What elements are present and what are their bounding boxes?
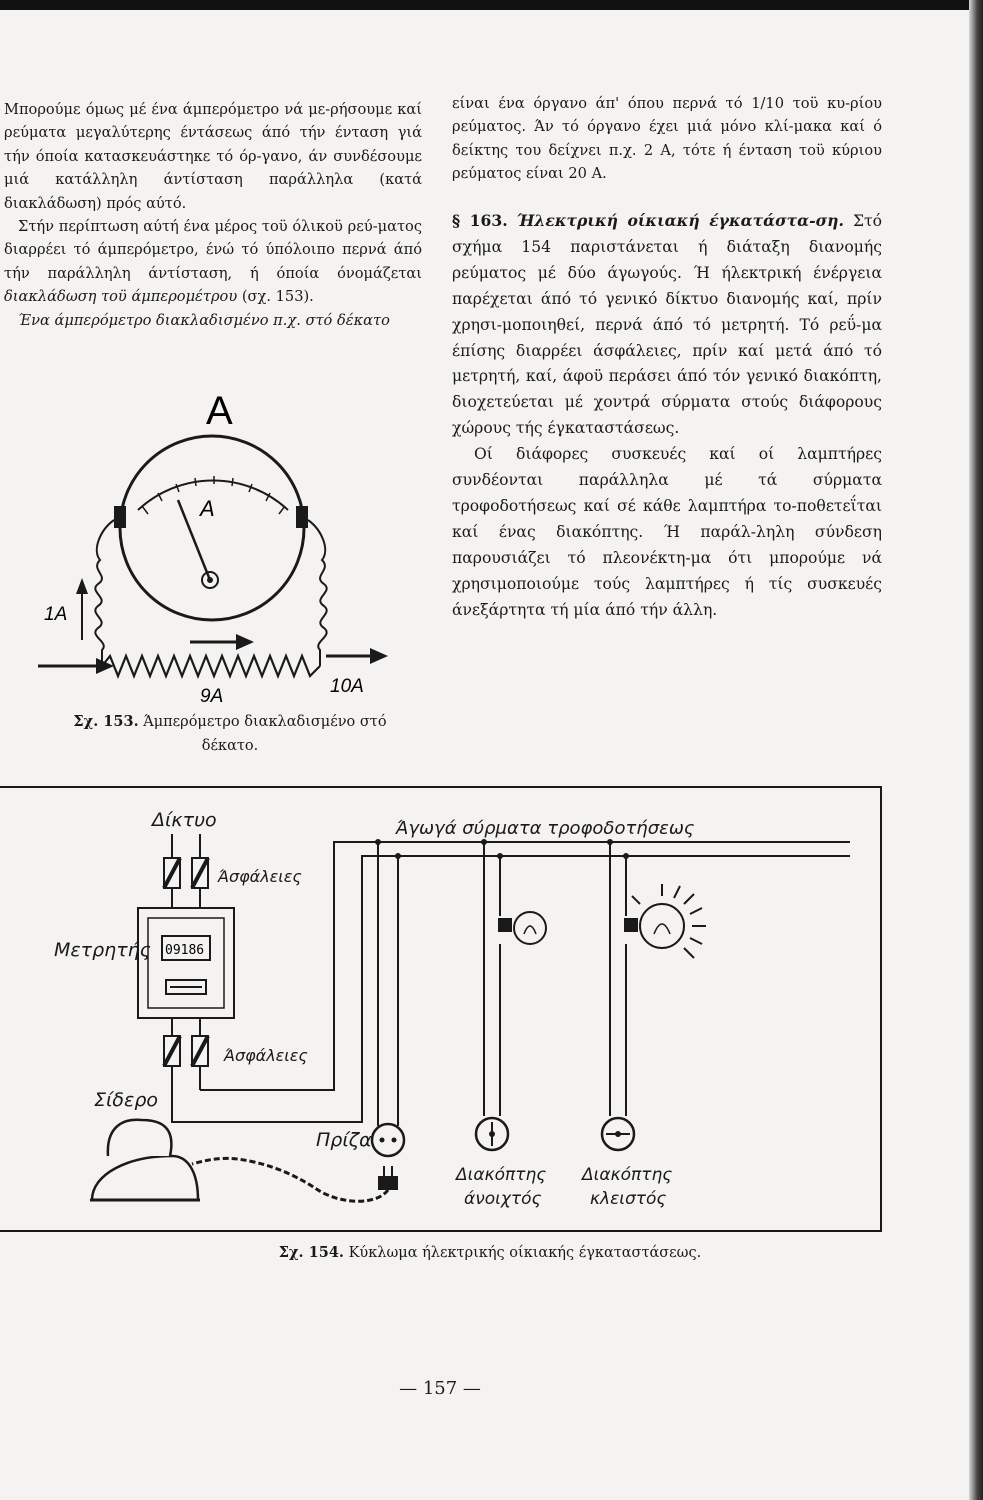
ammeter-case [120, 436, 304, 620]
fig153-label-9a: 9A [200, 686, 224, 707]
lamp-off [498, 912, 546, 944]
iron-cord [192, 1158, 388, 1201]
label-diktyo: Δίκτυο [152, 809, 217, 831]
section-number: § 163. [452, 211, 508, 230]
fig153-label-dial: A [200, 496, 215, 521]
lamp-branch-2 [610, 842, 626, 1116]
label-switch-closed-2: κλειστός [590, 1189, 667, 1209]
label-agoga: Άγωγά σύρματα τροφοδοτήσεως [396, 818, 695, 839]
section-title: Ήλεκτρική οίκιακή έγκατάστα-ση. [516, 211, 844, 230]
meter-reading: 09186 [165, 943, 205, 958]
label-switch-open-1: Διακόπτης [456, 1165, 547, 1185]
wire-coil-right [308, 520, 327, 666]
socket-branch [378, 842, 398, 1126]
page-number: — 157 — [399, 1378, 481, 1399]
label-priza: Πρίζα [316, 1129, 372, 1151]
figure-154-circuit [0, 786, 882, 1230]
figure-153-ammeter [30, 380, 430, 707]
label-sidero: Σίδερο [94, 1089, 159, 1111]
right-paragraph-3: Οί διάφορες συσκευές καί οί λαμπτήρες συνδέονται παράλληλα μέ τά σύρματα τροφοδοτήσεως καί σέ κάθε λαμπτήρα το-ποθετεΐται καί ένας διακόπτης. Ή παράλ-ληλη σύνδεση παρουσιάζει τό πλεονέκτη-μα ότι μπορούμε νά χρησιμοποιούμε τούς λαμπτήρες ή τίς συσκευές άνεξάρτητα τή μία άπό τήν άλλη. [452, 445, 882, 619]
fig154-caption-number: Σχ. 154. [278, 1244, 344, 1261]
shunt-resistor [102, 656, 320, 676]
label-switch-open-2: άνοιχτός [464, 1189, 542, 1209]
label-metritis: Μετρητής [54, 939, 151, 961]
figure-153-caption [50, 710, 410, 758]
right-paragraph-1: είναι ένα όργανο άπ' όπου περνά τό 1/10 τοϋ κυ-ρίου ρεύματος. Άν τό όργανο έχει μιά μόνο κλί-μακα καί ό δείκτης του δείχνει π.χ. 2 Α, τότε ή ένταση τοϋ κύριου ρεύματος είναι 20 Α. [452, 95, 882, 183]
scan-top-edge [0, 0, 983, 10]
fig154-caption-text: Κύκλωμα ήλεκτρικής οίκιακής έγκαταστάσεως. [348, 1245, 702, 1261]
figure-154-caption [150, 1244, 830, 1261]
switch-closed [602, 1118, 634, 1150]
terminal-left [114, 506, 126, 528]
right-column-top [452, 92, 882, 186]
meter-current-arrow-head [76, 578, 88, 594]
section-body: Στό σχήμα 154 παριστάνεται ή διάταξη διανομής ρεύματος μέ δύο άγωγούς. Ή ήλεκτρική ένέργεια παρέχεται άπό τό γενικό δίκτυο διανομής καί, πρίν χρησι-μοποιηθεί, περνά άπό τό μετρητή. Τό ρεΰ-μα έπίσης διαρρέει άσφάλειες, πρίν καί μετά άπό τό μετρητή, καί, άφοϋ περάσει άπό τόν γενικό διακόπτη, διοχετεύεται μέ χοντρά σύρματα στούς διάφορους χώρους τής έγκαταστάσεως. [452, 212, 882, 438]
switch-open [476, 1118, 508, 1150]
output-arrow-head [370, 648, 388, 664]
fig153-caption-text: Άμπερόμετρο διακλαδισμένο στό δέκατο. [143, 714, 387, 754]
left-paragraph-2 [4, 215, 422, 309]
left-p2-emphasis: διακλάδωση τοϋ άμπερομέτρου [4, 288, 238, 306]
wire-coil-left [95, 520, 114, 666]
iron-appliance [90, 1120, 200, 1200]
label-switch-closed-1: Διακόπτης [582, 1165, 673, 1185]
fig153-label-top: A [206, 389, 233, 433]
lamp-branch-1 [484, 842, 500, 1116]
fuses-top [164, 858, 208, 888]
label-asfaleies-top: Άσφάλειες [218, 867, 302, 886]
left-p2-start: Στήν περίπτωση αύτή ένα μέρος τοϋ όλικοϋ ρεύ-ματος διαρρέει τό άμπερόμετρο, ένώ τό ύπόλοιπο περνά άπό τήν παράλληλη άντίσταση, ή όποία όνομάζεται [4, 218, 422, 282]
left-p2-end: (σχ. 153). [237, 288, 314, 306]
left-column [4, 98, 422, 332]
wall-socket [372, 1124, 404, 1156]
right-column-main [452, 208, 882, 624]
section-163-paragraph [452, 208, 882, 442]
plug [378, 1166, 398, 1190]
fuses-bottom [164, 1036, 208, 1066]
fig153-caption-number: Σχ. 153. [73, 713, 139, 730]
terminal-right [296, 506, 308, 528]
label-asfaleies-bottom: Άσφάλειες [224, 1046, 308, 1065]
lamp-on [624, 884, 706, 958]
shunt-current-arrow-head [236, 634, 254, 650]
left-paragraph-3: Ένα άμπερόμετρο διακλαδισμένο π.χ. στό δέκατο [18, 311, 390, 329]
fig153-label-10a: 10A [330, 676, 364, 697]
left-paragraph-1: Μπορούμε όμως μέ ένα άμπερόμετρο νά με-ρήσουμε καί ρεύματα μεγαλύτερης έντάσεως άπό τήν ένταση γιά τήν όποία κατασκευάστηκε τό όρ-γανο, άν συνδέσουμε μιά κατάλληλη άντίσταση παράλληλα (κατά διακλάδωση) πρός αύτό. [4, 101, 422, 212]
fig153-label-1a: 1A [44, 604, 68, 625]
scan-right-edge [969, 0, 983, 1500]
electricity-meter [138, 908, 234, 1018]
